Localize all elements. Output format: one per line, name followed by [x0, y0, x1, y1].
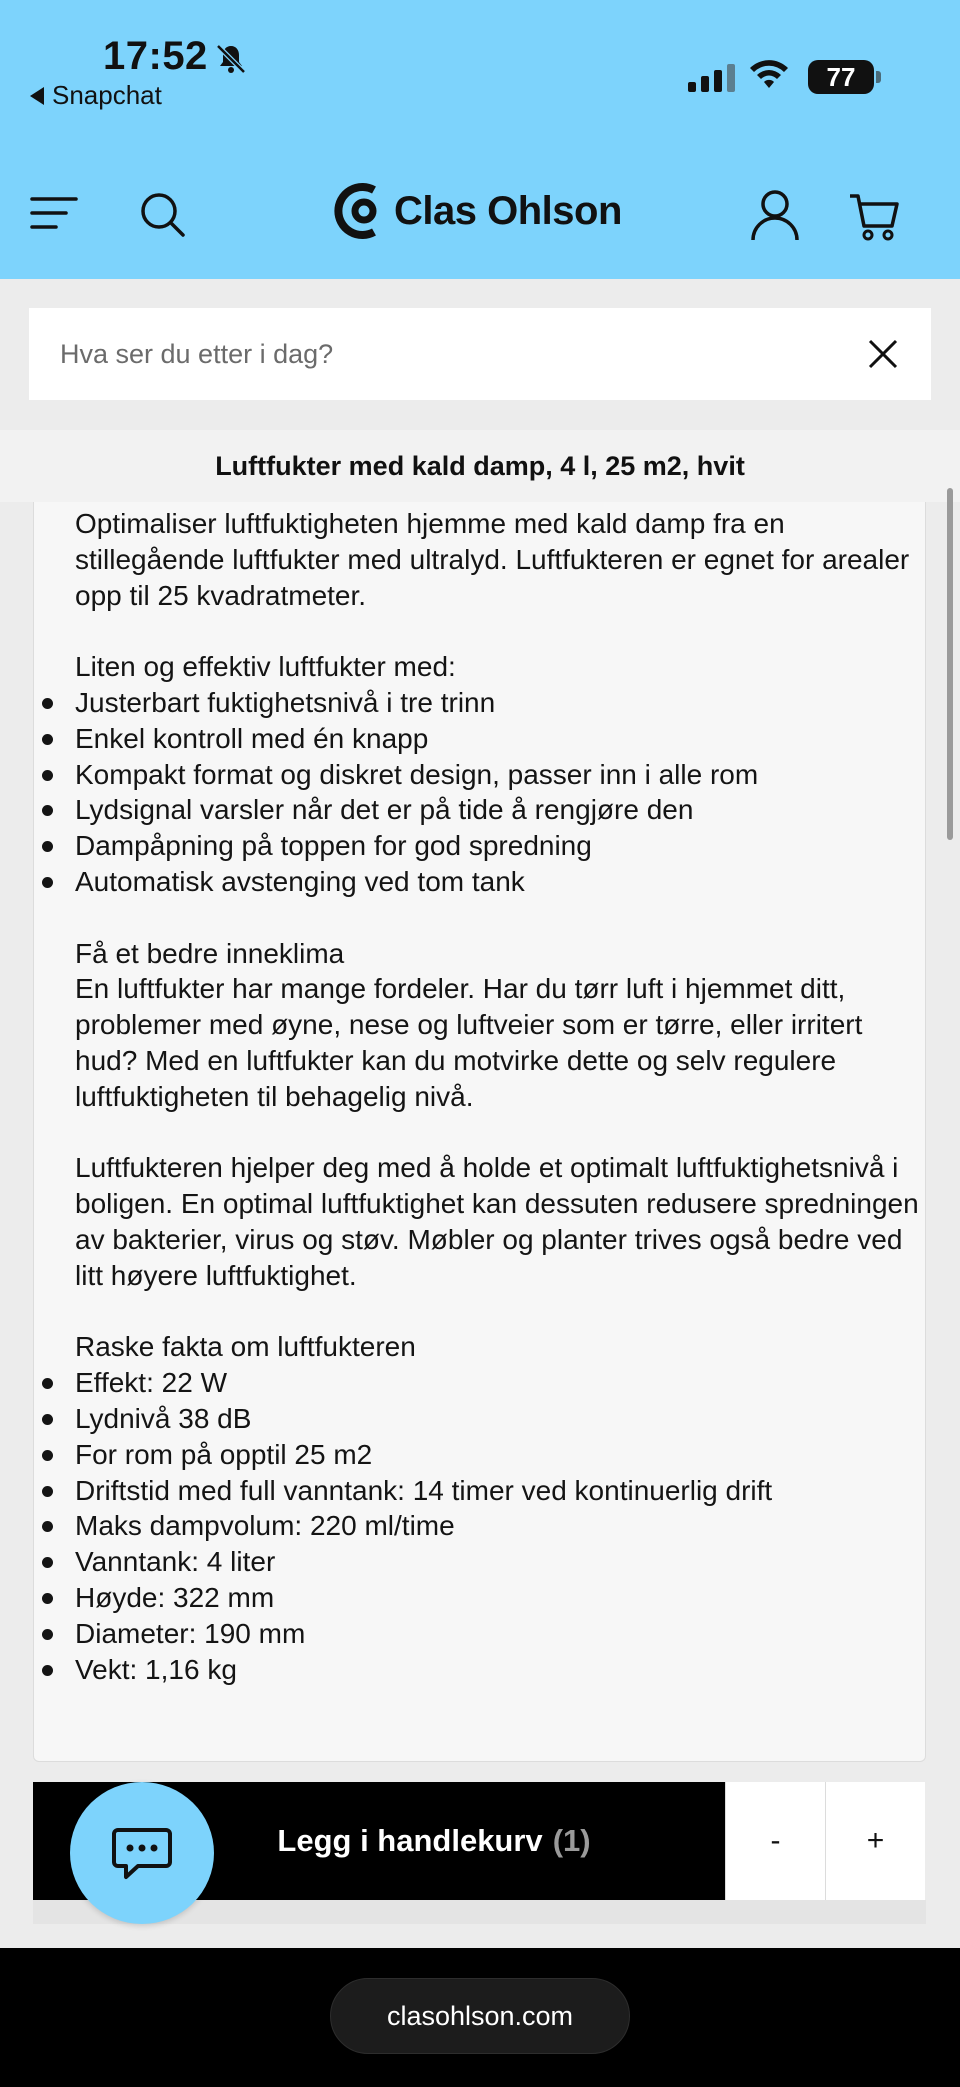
- product-description-panel: [33, 502, 926, 1762]
- list-item: Driftstid med full vanntank: 14 timer ved kontinuerlig drift: [75, 1473, 925, 1509]
- list-item: Effekt: 22 W: [75, 1365, 925, 1401]
- climate-heading: Få et bedre inneklima: [75, 937, 345, 969]
- search-input[interactable]: [60, 339, 840, 370]
- back-to-app-button[interactable]: [30, 80, 162, 111]
- quantity-increase-button[interactable]: +: [825, 1782, 925, 1900]
- list-item: Diameter: 190 mm: [75, 1616, 925, 1652]
- quantity-decrease-button[interactable]: -: [725, 1782, 825, 1900]
- chat-icon: [112, 1826, 172, 1880]
- close-icon[interactable]: [867, 338, 899, 370]
- url-bar[interactable]: clasohlson.com: [330, 1978, 630, 2054]
- back-arrow-icon: [30, 87, 44, 105]
- wifi-icon: [748, 58, 790, 90]
- search-bar: [29, 308, 931, 400]
- header: [0, 0, 960, 279]
- list-item: Kompakt format og diskret design, passer inn i alle rom: [75, 757, 925, 793]
- cellular-signal-icon: [688, 62, 735, 92]
- search-icon[interactable]: [138, 190, 186, 238]
- brand-logo[interactable]: [334, 180, 622, 242]
- climate-text: En luftfukter har mange fordeler. Har du tørr luft i hjemmet ditt, problemer med øyne, nese og luftveier som er tørre, eller irritert hud? Med en luftfukter kan du motvirke dette og selv regulere luftfuktigheten til behagelig nivå.: [75, 973, 863, 1112]
- description-intro: Optimaliser luftfuktigheten hjemme med kald damp fra en stillegående luftfukter med ultralyd. Luftfukteren er egnet for arealer opp til 25 kvadratmeter.: [75, 508, 910, 611]
- list-item: Vekt: 1,16 kg: [75, 1652, 925, 1688]
- facts-heading: Raske fakta om luftfukteren: [75, 1331, 416, 1363]
- brand-name: Clas Ohlson: [394, 188, 622, 233]
- scrollbar[interactable]: [947, 488, 953, 840]
- features-list: [75, 685, 925, 900]
- chat-button[interactable]: [70, 1782, 214, 1924]
- cart-count: (1): [552, 1823, 591, 1858]
- list-item: Maks dampvolum: 220 ml/time: [75, 1508, 925, 1544]
- product-description: [75, 506, 925, 1687]
- list-item: For rom på opptil 25 m2: [75, 1437, 925, 1473]
- status-time: 17:52: [103, 34, 208, 78]
- list-item: Høyde: 322 mm: [75, 1580, 925, 1616]
- list-item: Lydsignal varsler når det er på tide å rengjøre den: [75, 792, 925, 828]
- clas-ohlson-logo-icon: [334, 180, 386, 242]
- list-item: Lydnivå 38 dB: [75, 1401, 925, 1437]
- user-icon[interactable]: [750, 188, 800, 242]
- list-item: Automatisk avstenging ved tom tank: [75, 864, 925, 900]
- battery-indicator: 77: [808, 60, 874, 94]
- product-title: Luftfukter med kald damp, 4 l, 25 m2, hvit: [0, 430, 960, 502]
- menu-icon[interactable]: [30, 195, 78, 231]
- back-app-label: Snapchat: [52, 80, 162, 110]
- list-item: Vanntank: 4 liter: [75, 1544, 925, 1580]
- bell-slash-icon: [214, 42, 248, 76]
- browser-toolbar: [0, 1948, 960, 2087]
- add-to-cart-label: Legg i handlekurv: [277, 1823, 543, 1858]
- list-item: Enkel kontroll med én knapp: [75, 721, 925, 757]
- features-heading: Liten og effektiv luftfukter med:: [75, 651, 456, 683]
- list-item: Dampåpning på toppen for god spredning: [75, 828, 925, 864]
- help-text: Luftfukteren hjelper deg med å holde et optimalt luftfuktighetsnivå i boligen. En optimal luftfuktighet kan dessuten redusere spredningen av bakterier, virus og støv. Møbler og planter trives også bedre ved litt høyere luftfuktighet.: [75, 1152, 919, 1291]
- facts-list: [75, 1365, 925, 1687]
- cart-icon[interactable]: [848, 190, 900, 242]
- list-item: Justerbart fuktighetsnivå i tre trinn: [75, 685, 925, 721]
